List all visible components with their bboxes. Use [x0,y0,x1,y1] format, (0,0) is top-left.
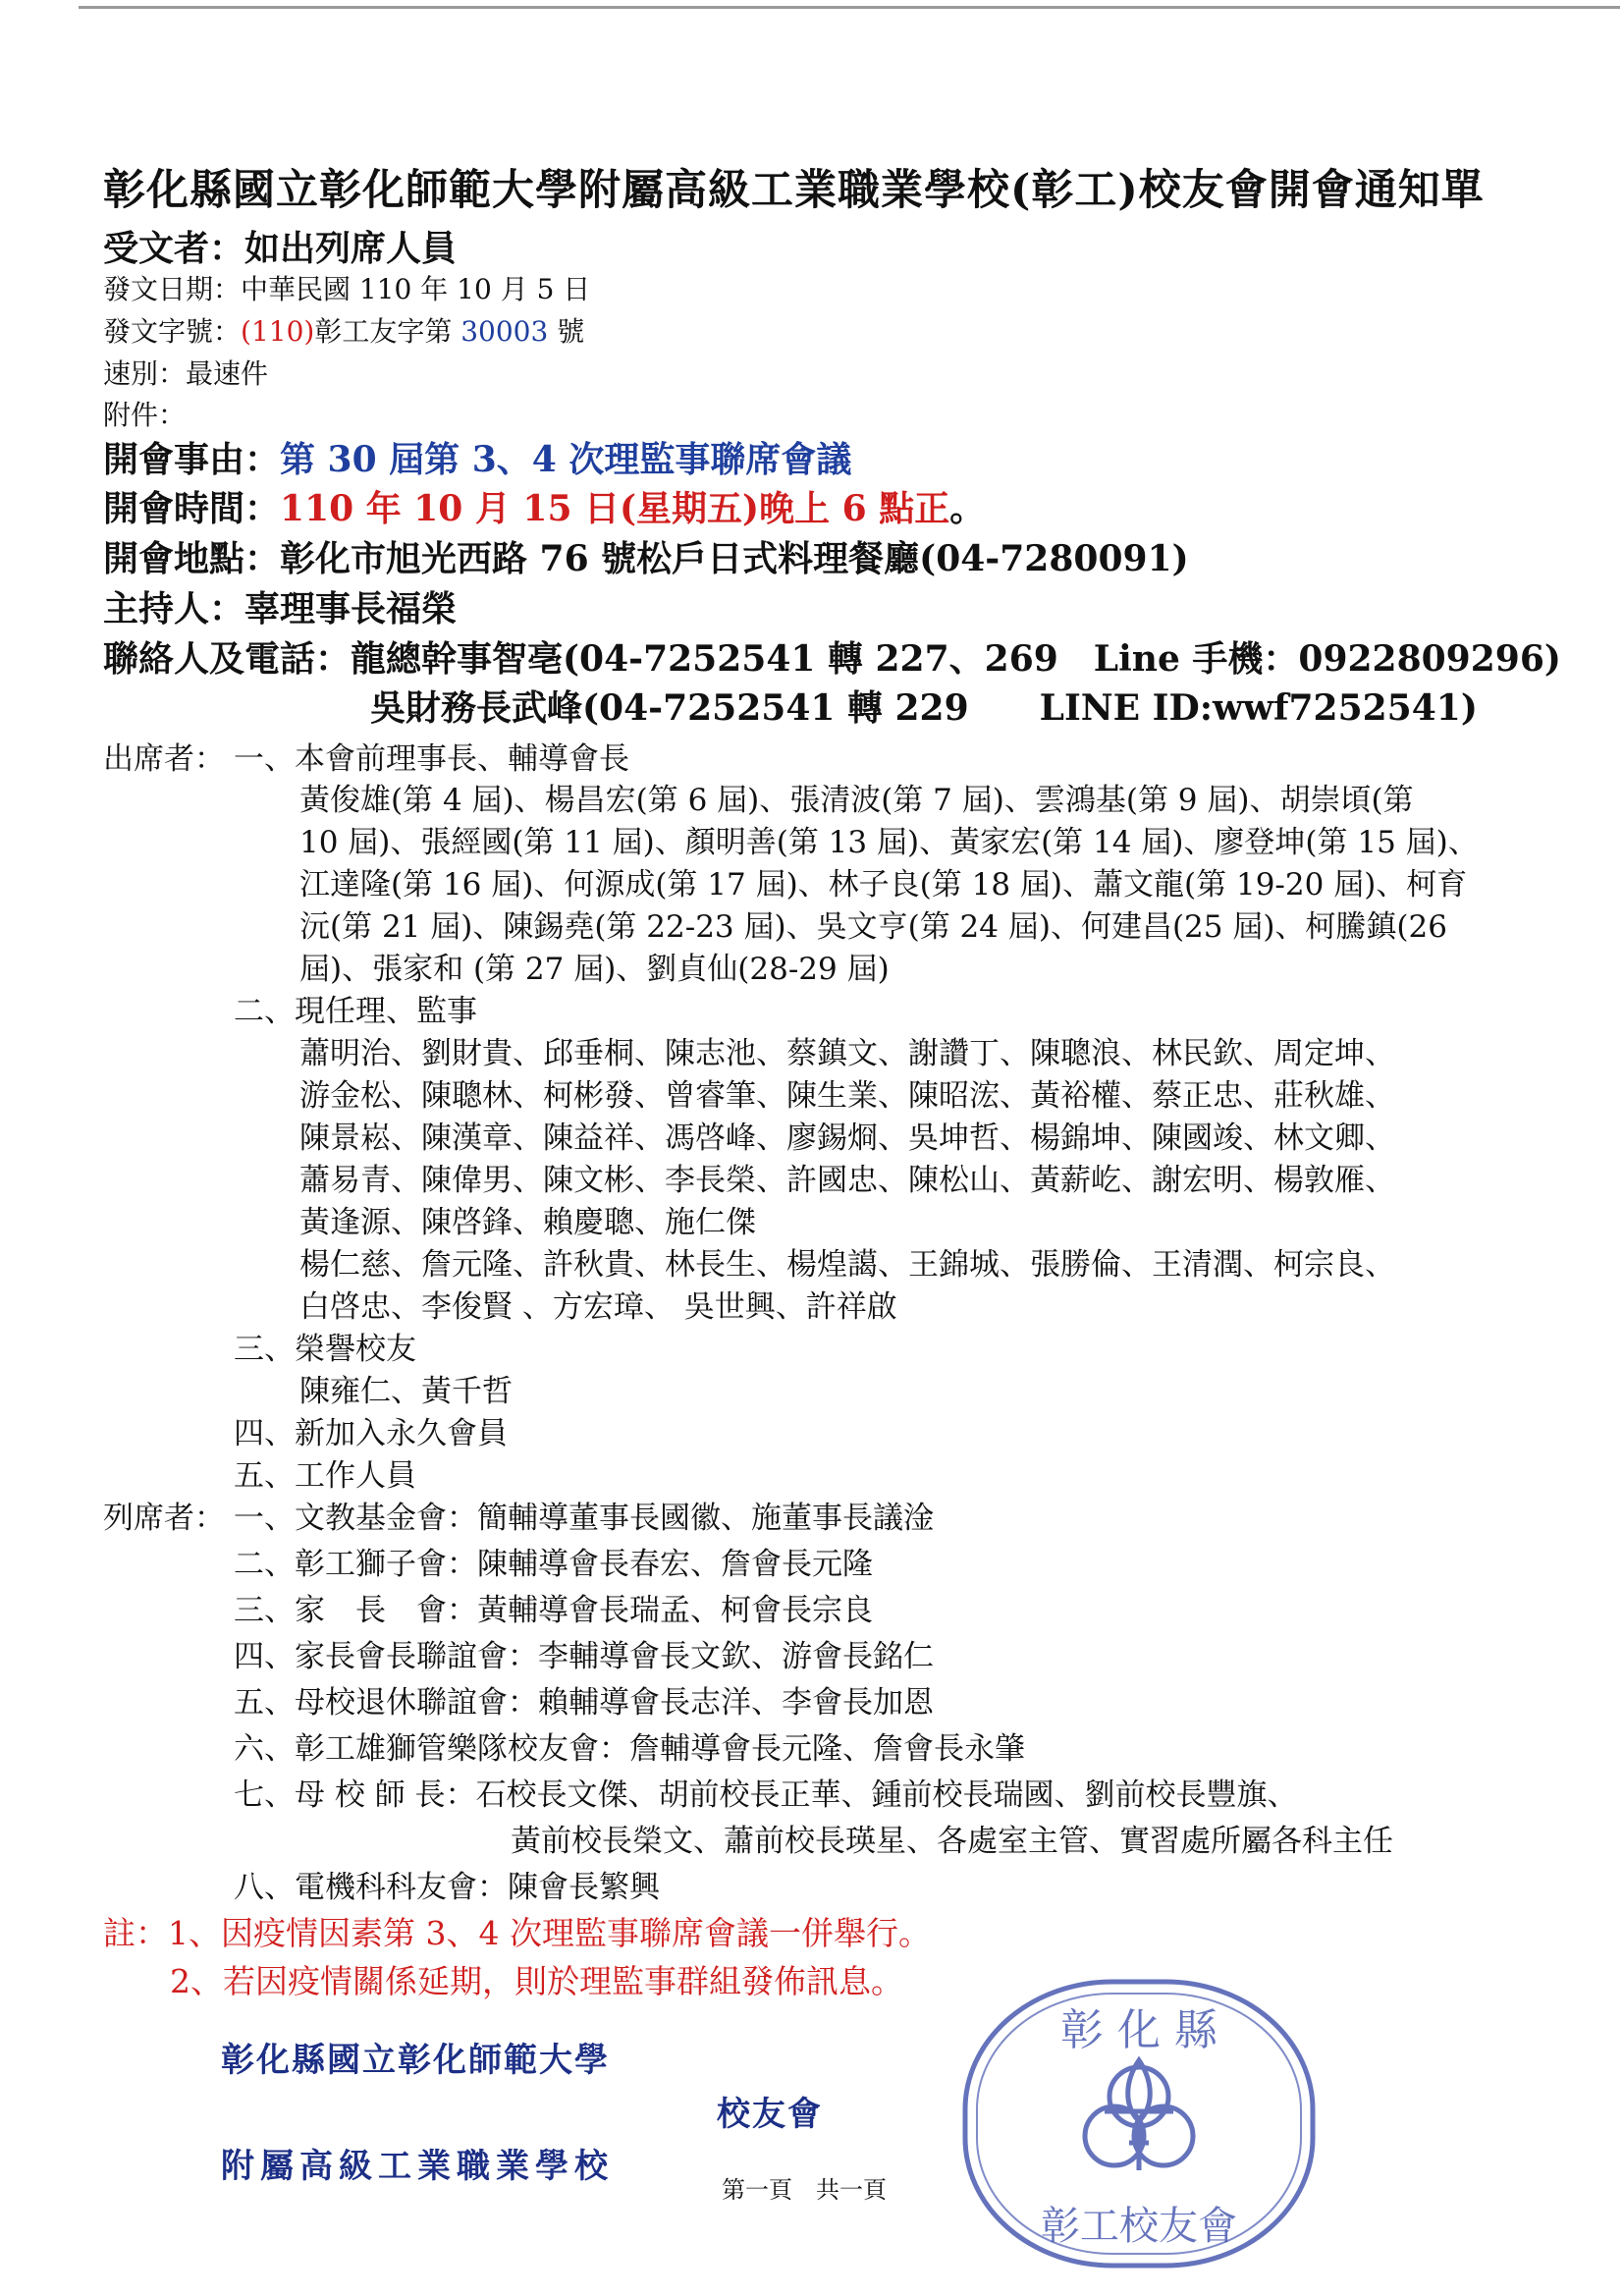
issue-date-line [103,268,590,307]
recipient-label: 受文者： [103,228,245,269]
doc-number-line [103,310,584,350]
attendees-s1-line: 黃俊雄(第 4 屆)、楊昌宏(第 6 屆)、張清波(第 7 屆)、雲鴻基(第 9 屆)、胡崇頃(第 [299,783,1414,818]
seal-bottom-text: 彰工校友會 [1041,2204,1237,2249]
note-2: 2、若因疫情關係延期，則於理監事群組發佈訊息。 [170,1962,903,2000]
agenda-value: 第 30 屆第 3、4 次理監事聯席會議 [280,439,852,480]
recipient-value: 如出列席人員 [244,228,458,269]
observers-item: 七、母 校 師 長：石校長文傑、胡前校長正華、鍾前校長瑞國、劉前校長豐旗、 [234,1777,1298,1813]
speed-label: 速別： [103,357,187,390]
attendees-section-3-head: 三、榮譽校友 [234,1332,416,1367]
seal-emblem [1085,2060,1193,2170]
contact-label: 聯絡人及電話： [103,638,352,680]
association-seal [957,1974,1321,2273]
speed-line [103,353,268,392]
attendees-s2-line: 白啓忠、李俊賢 、方宏璋、 吳世興、許祥啟 [299,1289,897,1325]
attendees-section-2-head: 二、現任理、監事 [234,994,477,1029]
note-label: 註： [103,1914,168,1952]
agenda-label: 開會事由： [103,439,281,480]
attendees-s1-line: 屆)、張家和 (第 27 屆)、劉貞仙(28-29 屆) [299,952,890,987]
attendees-s2-line: 楊仁慈、詹元隆、許秋貴、林長生、楊煌譪、王錦城、張勝倫、王清潤、柯宗良、 [299,1247,1395,1283]
attendees-s2-line: 游金松、陳聰林、柯彬發、曾睿筆、陳生業、陳昭浤、黃裕權、蔡正忠、莊秋雄、 [299,1078,1395,1114]
attendees-s2-line: 陳景崧、陳漢章、陳益祥、馮啓峰、廖錫烱、吳坤哲、楊錦坤、陳國竣、林文卿、 [299,1121,1395,1156]
observers-item: 一、文教基金會：簡輔導董事長國徽、施董事長議淦 [234,1501,934,1536]
observers-label: 列席者： [103,1501,225,1536]
footer-org-assoc: 校友會 [717,2095,823,2134]
agenda-line [103,432,851,482]
attendees-label: 出席者： [103,741,225,777]
doc-number-suffix: 號 [548,315,585,348]
attendees-s1-line: 沅(第 21 屆)、陳錫堯(第 22-23 屆)、吳文亨(第 24 屆)、何建昌(25 屆)、柯騰鎮(26 [299,909,1447,945]
speed-value: 最速件 [186,357,269,390]
observers-item: 五、母校退休聯誼會：賴輔導會長志洋、李會長加恩 [234,1685,934,1721]
meeting-time-suffix: 。 [949,488,986,529]
attendees-section-5-head: 五、工作人員 [234,1458,416,1494]
attendees-section-4-head: 四、新加入永久會員 [234,1416,508,1451]
attendees-s2-line: 黃逢源、陳啓鋒、賴慶聰、施仁傑 [299,1205,756,1240]
host-value: 辜理事長福榮 [244,588,458,629]
attendees-s2-line: 蕭易青、陳偉男、陳文彬、李長榮、許國忠、陳松山、黃薪屹、謝宏明、楊敦雁、 [299,1163,1395,1198]
doc-number-year: (110) [241,315,315,348]
issue-date-label: 發文日期： [103,273,242,305]
doc-number-label: 發文字號： [103,315,242,348]
doc-number-mid: 彰工友字第 [314,315,461,348]
attachment-label: 附件： [103,399,187,431]
contact-line-2: 吳財務長武峰(04-7252541 轉 229 LINE ID:wwf7252541) [370,687,1478,729]
attendees-section-1-head: 一、本會前理事長、輔導會長 [234,741,629,777]
observers-item: 四、家長會長聯誼會：李輔導會長文欽、游會長銘仁 [234,1639,934,1674]
attendees-s1-line: 10 屆)、張經國(第 11 屆)、顏明善(第 13 屆)、黃家宏(第 14 屆)、廖登坤(第 15 屆)、 [299,825,1479,860]
meeting-time-value: 110 年 10 月 15 日(星期五)晚上 6 點正 [280,488,950,529]
observers-item: 三、家 長 會：黃輔導會長瑞孟、柯會長宗良 [234,1593,873,1628]
recipient-line [103,221,457,271]
page-number: 第一頁 共一頁 [722,2176,887,2204]
attachment-line [103,394,186,433]
observers-item-7-continued: 黃前校長榮文、蕭前校長瑛星、各處室主管、實習處所屬各科主任 [511,1824,1393,1859]
meeting-time-label: 開會時間： [103,488,281,529]
scan-edge-line [79,6,1620,9]
observers-item: 八、電機科科友會：陳會長繁興 [234,1870,660,1905]
note-line-1 [103,1908,931,1954]
attendees-s2-line: 蕭明治、劉財貴、邱垂桐、陳志池、蔡鎮文、謝讚丁、陳聰浪、林民欽、周定坤、 [299,1036,1395,1071]
observers-item: 二、彰工獅子會：陳輔導會長春宏、詹會長元隆 [234,1547,873,1582]
attendees-s1-line: 江達隆(第 16 屆)、何源成(第 17 屆)、林子良(第 18 屆)、蕭文龍(第 19-20 屆)、柯育 [299,867,1468,902]
host-line [103,581,457,631]
footer-org-line-2: 附屬高級工業職業學校 [221,2147,614,2186]
location-line [103,531,1189,581]
document-title: 彰化縣國立彰化師範大學附屬高級工業職業學校(彰工)校友會開會通知單 [103,166,1485,215]
observers-item: 六、彰工雄獅管樂隊校友會：詹輔導會長元隆、詹會長永肇 [234,1731,1025,1767]
meeting-time-line [103,481,985,531]
location-value: 彰化市旭光西路 76 號松戶日式料理餐廳(04-7280091) [280,538,1189,579]
host-label: 主持人： [103,588,245,629]
note-1: 1、因疫情因素第 3、4 次理監事聯席會議一併舉行。 [168,1914,931,1952]
contact-value-1: 龍總幹事智亳(04-7252541 轉 227、269 Line 手機：0922809296) [351,638,1561,680]
location-label: 開會地點： [103,538,281,579]
issue-date-value: 中華民國 110 年 10 月 5 日 [241,273,591,305]
contact-line-1 [103,631,1561,682]
attendees-s3-line: 陳雍仁、黃千哲 [299,1374,513,1409]
doc-number-num: 30003 [460,315,549,348]
seal-top-text: 彰 化 縣 [1060,2005,1217,2055]
footer-org-line-1: 彰化縣國立彰化師範大學 [221,2041,610,2080]
